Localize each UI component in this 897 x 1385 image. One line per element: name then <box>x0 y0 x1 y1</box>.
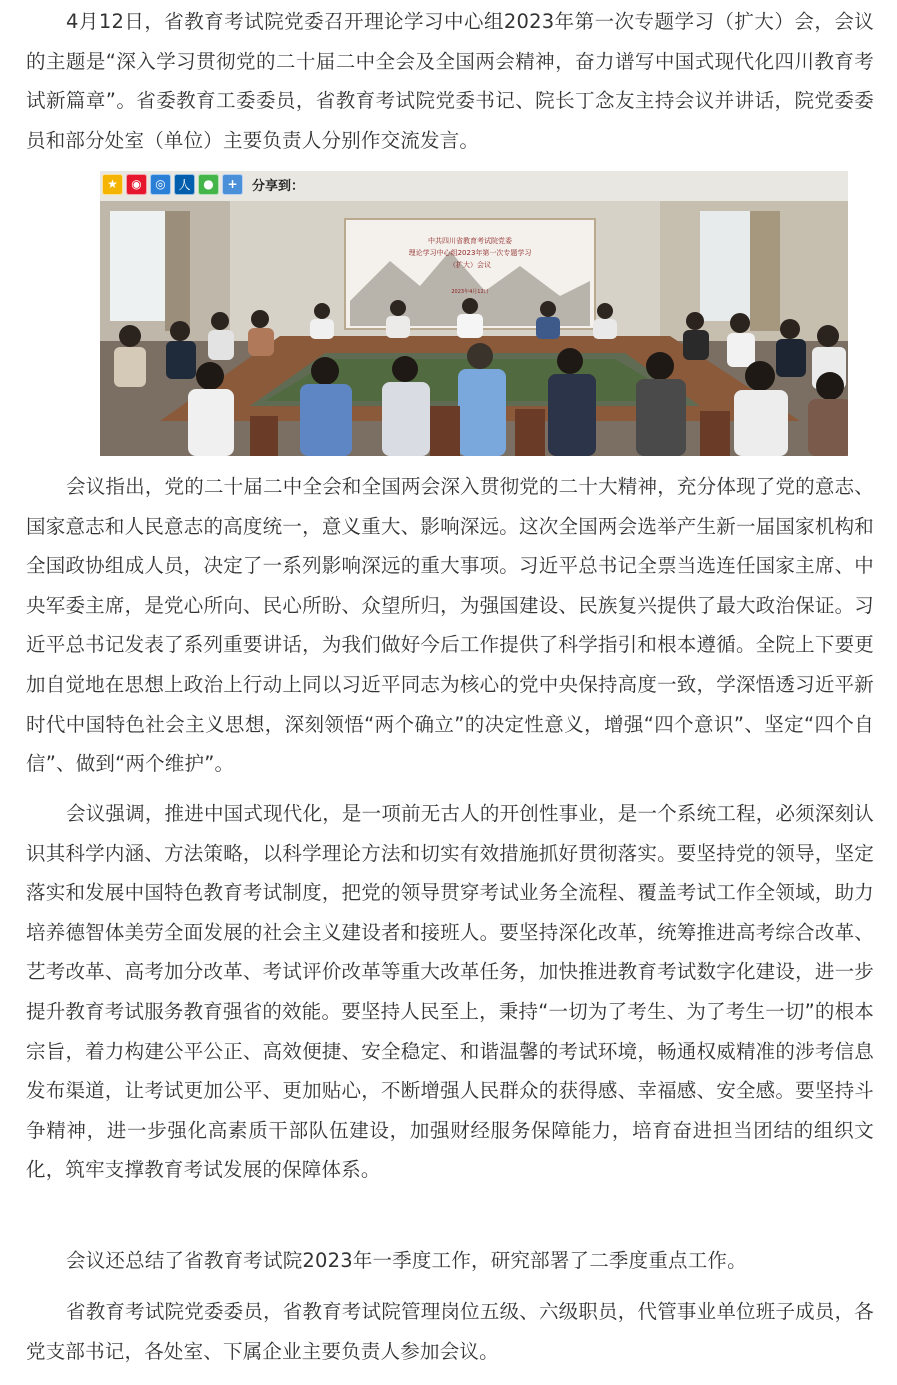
screen-title-1: 中共四川省教育考试院党委 <box>428 237 512 245</box>
window-right <box>700 211 750 321</box>
meeting-photo <box>100 171 848 456</box>
more-icon[interactable]: + <box>222 174 243 195</box>
meeting-photo-scene <box>100 171 848 456</box>
screen-title-2: 理论学习中心组2023年第一次专题学习 <box>408 249 532 257</box>
screen-title-3: （扩大）会议 <box>449 261 491 269</box>
curtain-right <box>750 211 780 331</box>
window-left <box>110 211 165 321</box>
paragraph-attendees: 省教育考试院党委委员，省教育考试院管理岗位五级、六级职员，代管事业单位班子成员，各党支部书记，各处室、下属企业主要负责人参加会议。 <box>26 1300 874 1363</box>
weibo-icon[interactable]: ◉ <box>126 174 147 195</box>
qzone-icon[interactable]: ★ <box>102 174 123 195</box>
paragraph-intro: 4月12日，省教育考试院党委召开理论学习中心组2023年第一次专题学习（扩大）会，会议的主题是“深入学习贯彻党的二十届二中全会及全国两会精神，奋力谱写中国式现代化四川教育考试新篇章”。省委教育工委委员，省教育考试院党委书记、院长丁念友主持会议并讲话，院党委委员和部分处室（单位）主要负责人分别作交流发言。 <box>26 10 874 152</box>
share-label: 分享到： <box>252 178 305 194</box>
screen-date: 2023年4月12日 <box>451 289 489 295</box>
renren-icon[interactable]: 人 <box>174 174 195 195</box>
paragraph-summary: 会议还总结了省教育考试院2023年一季度工作，研究部署了二季度重点工作。 <box>66 1249 747 1272</box>
share-toolbar <box>100 171 332 197</box>
paragraph-meeting-emphasis: 会议强调，推进中国式现代化，是一项前无古人的开创性事业，是一个系统工程，必须深刻认识其科学内涵、方法策略，以科学理论方法和切实有效措施抓好贯彻落实。要坚持党的领导，坚定落实和发展中国特色教育考试制度，把党的领导贯穿考试业务全流程、覆盖考试工作全领域，助力培养德智体美劳全面发展的社会主义建设者和接班人。要坚持深化改革，统筹推进高考综合改革、艺考改革、高考加分改革、考试评价改革等重大改革任务，加快推进教育考试数字化建设，进一步提升教育考试服务教育强省的效能。要坚持人民至上，秉持“一切为了考生、为了考生一切”的根本宗旨，着力构建公平公正、高效便捷、安全稳定、和谐温馨的考试环境，畅通权威精准的涉考信息发布渠道，让考试更加公平、更加贴心，不断增强人民群众的获得感、幸福感、安全感。要坚持斗争精神，进一步强化高素质干部队伍建设，加强财经服务保障能力，培育奋进担当团结的组织文化，筑牢支撑教育考试发展的保障体系。 <box>26 802 875 1182</box>
wechat-icon[interactable]: ● <box>198 174 219 195</box>
pengyou-icon[interactable]: ◎ <box>150 174 171 195</box>
curtain-left <box>165 211 190 331</box>
paragraph-meeting-points: 会议指出，党的二十届二中全会和全国两会深入贯彻党的二十大精神，充分体现了党的意志、国家意志和人民意志的高度统一，意义重大、影响深远。这次全国两会选举产生新一届国家机构和全国政协组成人员，决定了一系列影响深远的重大事项。习近平总书记全票当选连任国家主席、中央军委主席，是党心所向、民心所盼、众望所归，为强国建设、民族复兴提供了最大政治保证。习近平总书记发表了系列重要讲话，为我们做好今后工作提供了科学指引和根本遵循。全院上下要更加自觉地在思想上政治上行动上同以习近平同志为核心的党中央保持高度一致，学深悟透习近平新时代中国特色社会主义思想，深刻领悟“两个确立”的决定性意义，增强“四个意识”、坚定“四个自信”、做到“两个维护”。 <box>26 475 874 776</box>
